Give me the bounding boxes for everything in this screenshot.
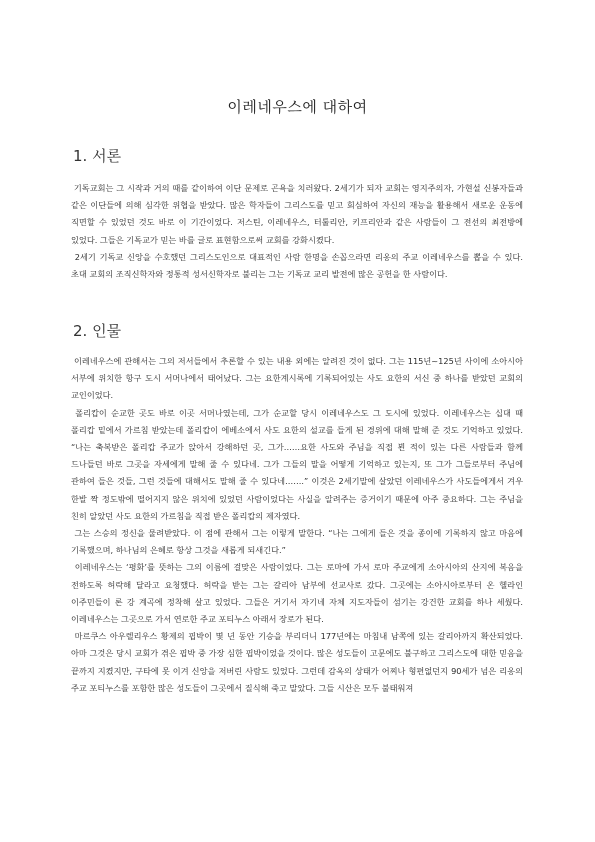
document-title: 이레네우스에 대하여 <box>227 98 368 116</box>
section-heading-person: 2. 인물 <box>73 322 122 340</box>
paragraph: 이레네우스는 ‘평화’를 뜻하는 그의 이름에 걸맞은 사람이었다. 그는 로마에 가서 로마 주교에게 소아시아의 산지에 복음을 전하도록 허락해 달라고 요청했다. 허락을 받는 그는 갈리아 남부에 선교사로 갔다. 그곳에는 소아시아로부터 온 헬라인 이주민들이 론 강 계곡에 정착해 살고 있었다. 그들은 거기서 자기네 자체 지도자들이 섬기는 강건한 교회를 하나 세웠다. 이레네우스는 그곳으로 가서 연로한 주교 포티누스 아래서 장로가 된다. <box>71 562 523 625</box>
paragraph: 그는 스승의 정신을 물려받았다. 이 점에 관해서 그는 이렇게 말한다. “나는 그에게 들은 것을 종이에 기록하지 않고 마음에 기록했으며, 하나님의 은혜로 항상 그것을 새롭게 되새긴다.” <box>71 528 523 556</box>
paragraph: 이레네우스에 관해서는 그의 저서들에서 추론할 수 있는 내용 외에는 알려진 것이 없다. 그는 115년~125년 사이에 소아시아 서부에 위치한 항구 도시 서머나에서 태어났다. 그는 요한계시록에 기록되어있는 사도 요한의 서신 중 하나를 받았던 교회의 교인이었다. <box>71 356 523 401</box>
section-heading-introduction: 1. 서론 <box>73 147 122 165</box>
paragraph: 2세기 기독교 신앙을 수호했던 그리스도인으로 대표적인 사람 한명을 손꼽으라면 리옹의 주교 이레네우스를 뽑을 수 있다. 초대 교회의 조직신학자와 정통적 성서신학자로 불리는 그는 기독교 교리 발전에 많은 공헌을 한 사람이다. <box>71 251 523 280</box>
paragraph: 기독교회는 그 시작과 거의 때를 같이하여 이단 문제로 곤욕을 치러왔다. 2세기가 되자 교회는 영지주의자, 가현설 신봉자들과 같은 이단들에 의해 심각한 위협을 받았다. 많은 학자들이 그리스도를 믿고 회심하여 자신의 재능을 활용해서 새로운 운동에 직면할 수 있었던 것도 바로 이 기간이었다. 저스틴, 이레네우스, 터툴리안, 키프리안과 같은 사람들이 그 전선의 최전방에 있었다. 그들은 기독교가 믿는 바를 글로 표현함으로써 교회를 강화시켰다. <box>71 183 523 245</box>
section-body-introduction <box>71 180 523 283</box>
paragraph: 마르쿠스 아우렐리우스 황제의 핍박이 몇 년 동안 기승을 부리더니 177년에는 마침내 남쪽에 있는 갈리아까지 확산되었다. 아마 그것은 당시 교회가 겪은 핍박 중 가장 심한 핍박이었을 것이다. 많은 성도들이 고문에도 불구하고 그리스도에 대한 믿음을 끝까지 지켰지만, 구타에 못 이겨 신앙을 저버린 사람도 있었다. 그런데 감옥의 상태가 어찌나 형편없던지 90세가 넘은 리옹의 주교 포티누스를 포함한 많은 성도들이 그곳에서 질식해 죽고 말았다. 그들 시산은 모두 불태워져 <box>71 631 523 693</box>
paragraph: 폴리캅이 순교한 곳도 바로 이곳 서머나였는데, 그가 순교할 당시 이레네우스도 그 도시에 있었다. 이레네우스는 십대 때 폴리캅 밑에서 가르침 받았는데 폴리캅이 에베소에서 사도 요한의 설교를 들게 된 경위에 대해 말해 준 것도 기억하고 있었다. “나는 축복받은 폴리캅 주교가 앉아서 강해하던 곳, 그가……요한 사도와 주님을 직접 뵌 적이 있는 다른 사람들과 함께 드나들던 바로 그곳을 자세에게 말해 줄 수 있다네. 그가 그들의 말을 어떻게 기억하고 있는지, 또 그가 그들로부터 주님에 관하여 들은 것들, 그런 것들에 대해서도 말해 줄 수 있다네…….” 이것은 2세기말에 살았던 이레네우스가 사도들에게서 겨우 한발 짝 정도밖에 떨어지지 않은 위치에 있었던 사람이었다는 사실을 알려주는 증거이기 때문에 아주 중요하다. 그는 주님을 친히 알았던 사도 요한의 가르침을 직접 받은 폴리캅의 제자였다. <box>71 407 523 521</box>
section-body-person <box>71 353 523 697</box>
